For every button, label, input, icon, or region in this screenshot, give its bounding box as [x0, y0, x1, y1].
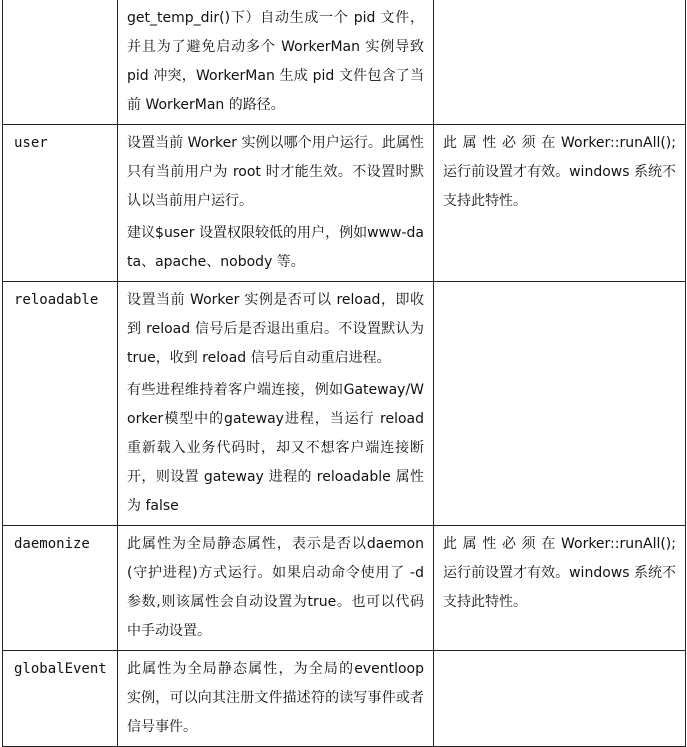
table-row: [3, 282, 686, 526]
property-name-cell: [3, 0, 118, 125]
property-description-cell: [118, 125, 434, 282]
property-note-cell: [434, 526, 686, 651]
description-paragraph: get_temp_dir()下）自动生成一个 pid 文件，并且为了避免启动多个 WorkerMan 实例导致 pid 冲突，WorkerMan 生成 pid 文件包含了当前 WorkerMan 的路径。: [127, 10, 424, 113]
property-description-cell: [118, 282, 434, 526]
description-paragraph: 设置当前 Worker 实例是否可以 reload，即收到 reload 信号后是否退出重启。不设置默认为 true，收到 reload 信号后自动重启进程。: [127, 292, 424, 366]
property-note-cell: [434, 0, 686, 125]
property-description-cell: [118, 651, 434, 747]
description-paragraph: 建议$user 设置权限较低的用户，例如www-data、apache、nobody 等。: [127, 225, 424, 270]
property-description-cell: [118, 0, 434, 125]
description-paragraph: 设置当前 Worker 实例以哪个用户运行。此属性只有当前用户为 root 时才能生效。不设置时默认以当前用户运行。: [127, 135, 424, 209]
property-note-cell: [434, 282, 686, 526]
description-paragraph: 此属性为全局静态属性，表示是否以daemon(守护进程)方式运行。如果启动命令使用了 -d 参数,则该属性会自动设置为true。也可以代码中手动设置。: [127, 536, 424, 639]
property-note-cell: [434, 125, 686, 282]
table-row: [3, 125, 686, 282]
property-name-cell: daemonize: [3, 526, 118, 651]
property-name-cell: globalEvent: [3, 651, 118, 747]
property-name-cell: reloadable: [3, 282, 118, 526]
property-note-cell: [434, 651, 686, 747]
property-description-cell: [118, 526, 434, 651]
description-paragraph: 有些进程维持着客户端连接，例如Gateway/Worker模型中的gateway进程，当运行 reload 重新载入业务代码时，却又不想客户端连接断开，则设置 gateway 进程的 reloadable 属性为 false: [127, 382, 424, 514]
table-row: [3, 526, 686, 651]
properties-table: [2, 0, 686, 747]
table-row: [3, 651, 686, 747]
note-paragraph: 此 属 性 必 须 在 Worker::runAll();运行前设置才有效。windows 系统不支持此特性。: [443, 135, 676, 209]
table-row: [3, 0, 686, 125]
description-paragraph: 此属性为全局静态属性，为全局的eventloop 实例，可以向其注册文件描述符的读写事件或者信号事件。: [127, 661, 424, 735]
properties-table-body: [3, 0, 686, 747]
property-name-cell: user: [3, 125, 118, 282]
note-paragraph: 此 属 性 必 须 在 Worker::runAll();运行前设置才有效。windows 系统不支持此特性。: [443, 536, 676, 610]
